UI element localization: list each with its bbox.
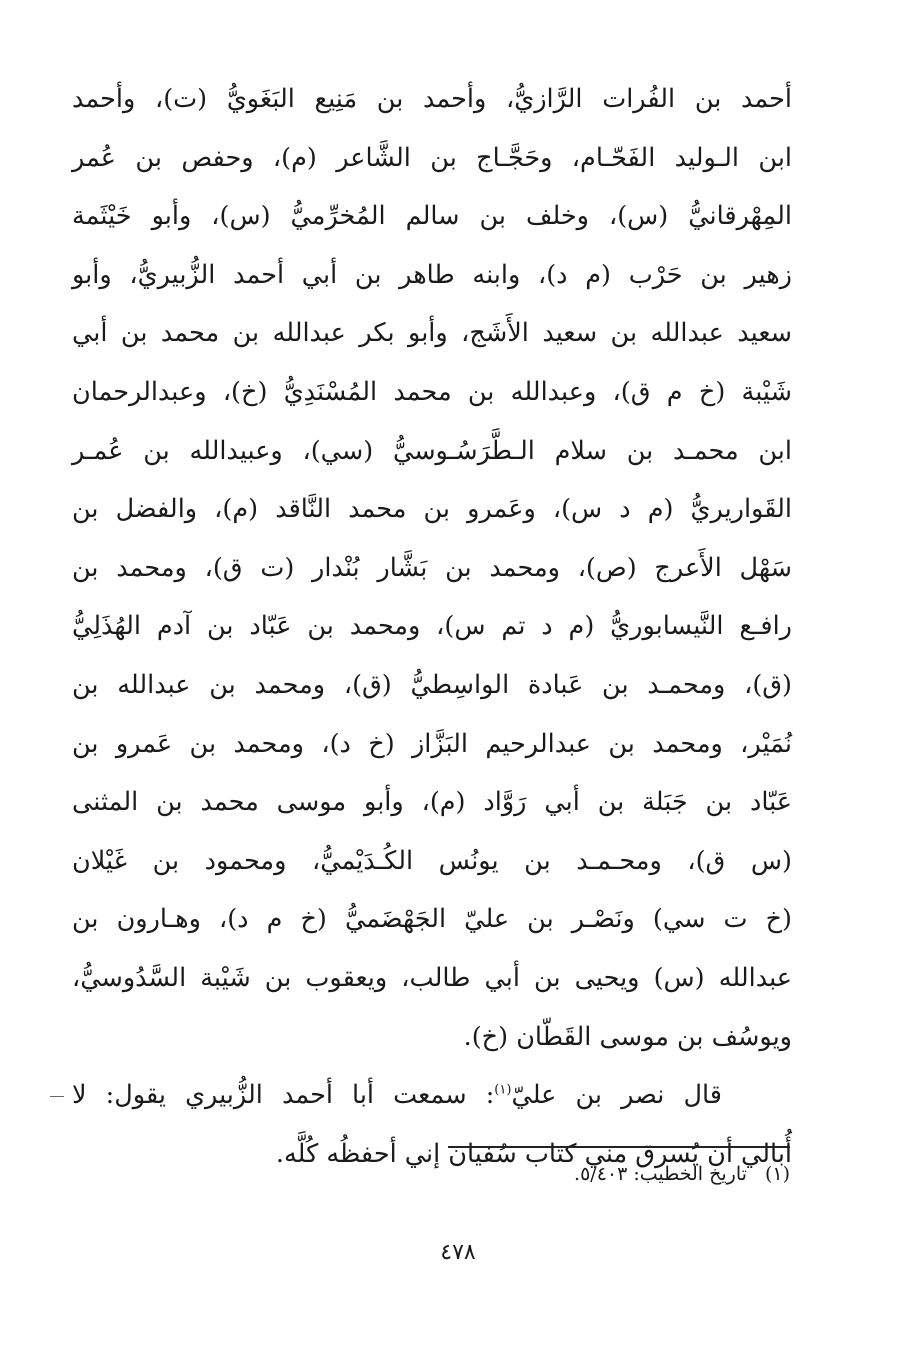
text-line: زهير بن حَرْب (م د)، وابنه طاهر بن أبي أحمد الزُّبيريُّ، وأبو	[72, 259, 792, 290]
text-line: ويوسُف بن موسى القَطّان (خ).	[463, 1021, 792, 1052]
text-line: رافـع النَّيسابوريُّ (م د تم س)، ومحمد بن عَبّاد بن آدم الهُذَلِيُّ	[72, 611, 792, 642]
quote-start: قال نصر بن عليّ	[511, 1080, 722, 1111]
footnote-divider	[448, 1146, 790, 1148]
text-line: (س ق)، ومحـمـد بن يونُس الكُـدَيْميُّ، ومحمود بن غَيْلان	[72, 845, 792, 876]
text-line: أحمد بن الفُرات الرَّازيُّ، وأحمد بن مَنِيع البَغَويُّ (ت)، وأحمد	[72, 84, 792, 114]
quote-line	[72, 1066, 792, 1125]
page-number: ٤٧٨	[440, 1240, 476, 1265]
main-text	[72, 70, 792, 1183]
text-line: (خ ت سي) ونَصْـر بن عليّ الجَهْضَميُّ (خ م د)، وهـارون بن	[72, 904, 793, 935]
text-line: سعيد عبدالله بن سعيد الأَشَج، وأبو بكر عبدالله بن محمد بن أبي	[72, 318, 792, 349]
text-line: المِهْرقانيُّ (س)، وخلف بن سالم المُخرِّميُّ (س)، وأبو خَيْثَمة	[72, 201, 792, 232]
text-line: عبدالله (س) ويحيى بن أبي طالب، ويعقوب بن شَيْبة السَّدُوسيُّ،	[72, 962, 792, 993]
text-line: ابن محمـد بن سلام الـطَّرَسُـوسيُّ (سي)، وعبيدالله بن عُمـر	[72, 435, 792, 466]
footnote-marker: (١)	[494, 1082, 512, 1098]
footnote-number: (١)	[764, 1163, 790, 1185]
text-line: (ق)، ومحمـد بن عَبادة الواسِطيُّ (ق)، ومحمد بن عبدالله بن	[72, 669, 792, 700]
text-line: نُمَيْر، ومحمد بن عبدالرحيم البَزَّاز (خ د)، ومحمد بن عَمرو بن	[72, 728, 792, 759]
text-line: شَيْبة (خ م ق)، وعبدالله بن محمد المُسْنَدِيُّ (خ)، وعبدالرحمان	[72, 376, 792, 407]
footnote-text: تاريخ الخطيب: ٥/٤٠٣.	[574, 1163, 747, 1185]
quote-line-2: أُبالي أن يُسرق مني كتاب سُفيان إني أحفظُه كُلَّه.	[275, 1138, 792, 1169]
text-line: القَواريريُّ (م د س)، وعَمرو بن محمد النَّاقد (م)، والفضل بن	[72, 494, 792, 525]
text-line: عَبّاد بن جَبَلة بن أبي رَوَّاد (م)، وأبو موسى محمد بن المثنى	[72, 787, 792, 818]
margin-mark	[50, 1096, 64, 1097]
footnote	[574, 1163, 790, 1185]
quote-end: : سمعت أبا أحمد الزُّبيري يقول: لا	[72, 1080, 495, 1111]
text-line: سَهْل الأَعرج (ص)، ومحمد بن بَشَّار بُنْدار (ت ق)، ومحمد بن	[72, 552, 792, 583]
text-line: ابن الـوليد الفَحّـام، وحَجَّـاج بن الشَّاعر (م)، وحفص بن عُمر	[72, 142, 792, 173]
